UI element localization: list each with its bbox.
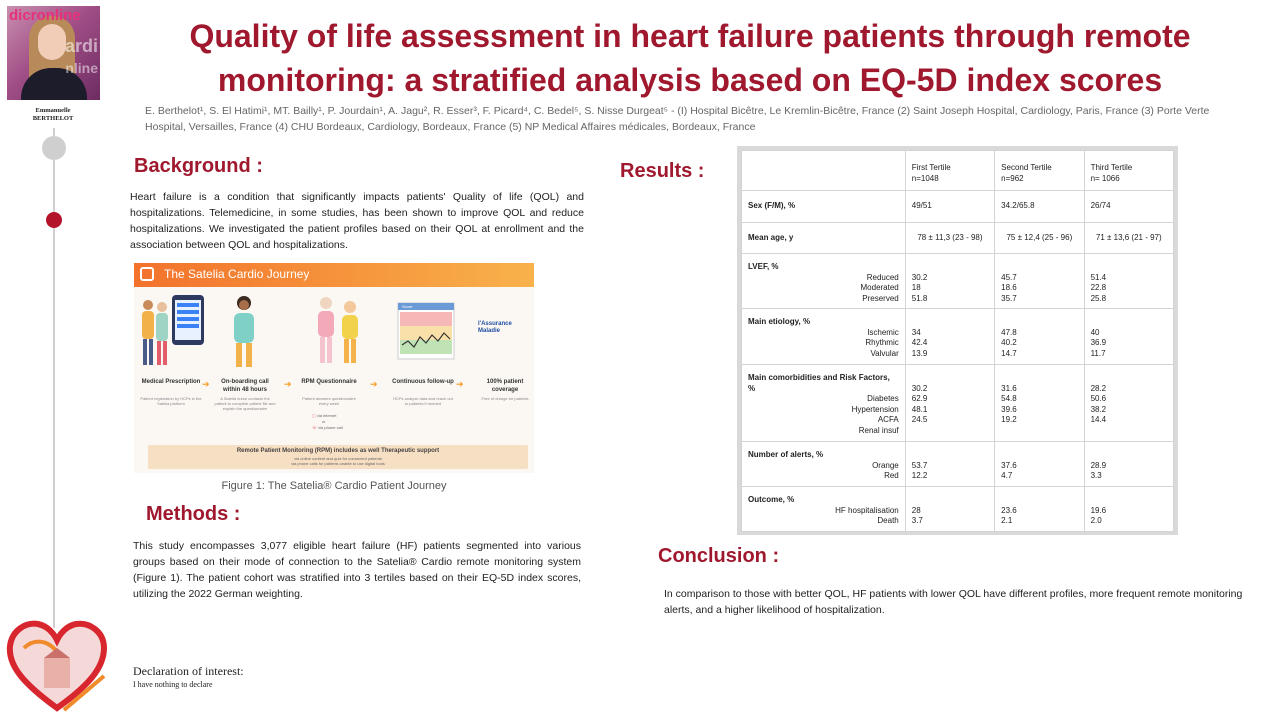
table-row bbox=[742, 223, 1174, 254]
background-text: Heart failure is a condition that significantly impacts patients' Quality of life (QOL) and hospitalizations. Telemedicine, in some studies, has been shown to improve QOL and reduce hospitalizations. We investigated the patient profiles based on their QOL at enrollment and the association between QOL and hospitalizations. bbox=[130, 191, 584, 251]
table-cell bbox=[1084, 442, 1173, 487]
table-header-row bbox=[742, 151, 1174, 191]
rpm-option-label: via internet bbox=[316, 413, 337, 418]
row-label: Sex (F/M), % bbox=[742, 191, 906, 223]
timeline-dot-start[interactable] bbox=[42, 136, 66, 160]
assurance-maladie-logo bbox=[478, 321, 534, 335]
row-label: LVEF, % bbox=[748, 262, 779, 271]
cell-value: 11.7 bbox=[1090, 348, 1106, 358]
row-label-cell bbox=[742, 487, 906, 532]
table-cell bbox=[995, 309, 1084, 365]
column-name: First Tertile bbox=[911, 163, 951, 172]
table-cell: 71 ± 13,6 (21 - 97) bbox=[1084, 223, 1173, 254]
row-label-cell bbox=[742, 442, 906, 487]
cell-value: 51.8 bbox=[911, 293, 928, 303]
table-cell bbox=[1084, 365, 1173, 442]
cell-value: 3.3 bbox=[1090, 471, 1102, 480]
figure-header bbox=[134, 263, 534, 287]
row-label-cell bbox=[742, 254, 906, 309]
cell-value: 30.2 bbox=[911, 383, 928, 393]
step-title: Medical Prescription bbox=[141, 379, 201, 385]
table-cell: 34.2/65.8 bbox=[995, 191, 1084, 223]
cell-value: 36.9 bbox=[1090, 338, 1107, 347]
table-row bbox=[742, 365, 1174, 442]
step-title: On-boarding call within 48 hours bbox=[221, 379, 269, 393]
cell-value: 35.7 bbox=[1001, 293, 1017, 303]
cell-value: 40.2 bbox=[1001, 338, 1017, 347]
row-label: Outcome, % bbox=[748, 495, 795, 504]
phone-icon: ☏ bbox=[312, 425, 319, 430]
cell-value: 47.8 bbox=[1001, 327, 1017, 337]
table-cell bbox=[995, 487, 1084, 532]
monitoring-chart-illustration bbox=[396, 301, 456, 361]
cell-value: 42.4 bbox=[911, 338, 928, 347]
cell-value: 45.7 bbox=[1001, 272, 1017, 282]
figure-header-title: The Satelia Cardio Journey bbox=[164, 267, 310, 281]
nurse-illustration bbox=[224, 293, 264, 373]
table-cell bbox=[905, 487, 994, 532]
table-cell: 75 ± 12,4 (25 - 96) bbox=[995, 223, 1084, 254]
cell-value: 4.7 bbox=[1001, 471, 1013, 480]
broadcast-overlay-1: ardi bbox=[64, 36, 98, 56]
row-sublabel: Rhythmic bbox=[865, 338, 899, 347]
chart-score-label: Score bbox=[402, 304, 413, 309]
cell-value: 3.7 bbox=[911, 516, 923, 525]
cell-value: 48.1 bbox=[911, 404, 928, 414]
cell-value: 38.2 bbox=[1090, 404, 1107, 414]
table-cell: 26/74 bbox=[1084, 191, 1173, 223]
table-cell bbox=[1084, 309, 1173, 365]
row-sublabel: Orange bbox=[872, 460, 899, 470]
row-label: Number of alerts, % bbox=[748, 450, 824, 459]
step-title: 100% patient coverage bbox=[486, 379, 524, 393]
column-header bbox=[905, 151, 994, 191]
step-title: Continuous follow-up bbox=[392, 379, 454, 385]
banner-item: via phone calls for patients unable to use digital tools bbox=[291, 461, 385, 466]
row-sublabel: HF hospitalisation bbox=[835, 505, 899, 515]
declaration-heading: Declaration of interest: bbox=[133, 664, 244, 678]
step-description: A Satelia nurse contacts the patient to complete patient file and explain the questionnaire bbox=[214, 396, 276, 411]
row-sublabel: ACFA bbox=[877, 415, 899, 424]
heart-logo bbox=[4, 618, 110, 714]
rpm-option-separator: or bbox=[322, 419, 326, 424]
cell-value: 30.2 bbox=[911, 272, 928, 282]
methods-text: This study encompasses 3,077 eligible heart failure (HF) patients segmented into various groups based on their mode of connection to the Satelia® Cardio remote monitoring system (Figure 1). The patient cohort was stratified into 3 tertiles based on their EQ-5D index scores, utilizing the 2022 German weighting. bbox=[133, 540, 581, 600]
cell-value: 37.6 bbox=[1001, 460, 1017, 470]
cell-value: 39.6 bbox=[1001, 404, 1017, 414]
figure-caption: Figure 1: The Satelia® Cardio Patient Journey bbox=[221, 480, 447, 492]
results-table-frame bbox=[737, 146, 1178, 535]
cell-value: 14.7 bbox=[1001, 348, 1017, 358]
cell-value: 31.6 bbox=[1001, 383, 1017, 393]
cell-value: 18.6 bbox=[1001, 283, 1017, 292]
row-sublabel: Valvular bbox=[870, 348, 899, 358]
row-label-cell bbox=[742, 309, 906, 365]
row-label: Mean age, y bbox=[742, 223, 906, 254]
table-row bbox=[742, 309, 1174, 365]
banner-item: via online content and quiz for connected patients bbox=[294, 456, 382, 461]
column-n: n=962 bbox=[1001, 173, 1024, 183]
row-sublabel: Hypertension bbox=[851, 404, 899, 414]
row-sublabel: Death bbox=[877, 516, 899, 525]
column-header bbox=[995, 151, 1084, 191]
step-description: HCPs analyze data and reach out to patients if needed bbox=[393, 396, 453, 406]
table-cell bbox=[905, 309, 994, 365]
cell-value: 22.8 bbox=[1090, 283, 1107, 292]
cell-value: 24.5 bbox=[911, 415, 928, 424]
table-cell bbox=[1084, 487, 1173, 532]
table-cell bbox=[995, 442, 1084, 487]
step-title: RPM Questionnaire bbox=[301, 379, 357, 385]
payer-name-line-1: l'Assurance bbox=[478, 321, 512, 327]
cell-value: 28.9 bbox=[1090, 460, 1107, 470]
table-row bbox=[742, 442, 1174, 487]
poster-title-line-2: monitoring: a stratified analysis based on EQ-5D index scores bbox=[217, 62, 1163, 98]
table-header-empty bbox=[742, 151, 906, 191]
row-sublabel: Ischemic bbox=[867, 327, 899, 337]
row-sublabel: Red bbox=[884, 471, 899, 480]
cell-value: 23.6 bbox=[1001, 505, 1017, 515]
poster-title bbox=[150, 14, 1230, 102]
table-row bbox=[742, 487, 1174, 532]
cell-value: 2.1 bbox=[1001, 516, 1013, 525]
patient-journey-figure bbox=[134, 263, 534, 473]
table-cell bbox=[995, 365, 1084, 442]
cell-value: 2.0 bbox=[1090, 516, 1102, 525]
row-sublabel: Preserved bbox=[862, 293, 899, 303]
results-heading: Results : bbox=[620, 160, 705, 182]
cell-value: 53.7 bbox=[911, 460, 928, 470]
table-cell bbox=[905, 254, 994, 309]
row-label-cell bbox=[742, 365, 906, 442]
arrow-right-icon: ➔ bbox=[456, 379, 464, 389]
speaker-first-name: Emmanuelle bbox=[35, 107, 71, 114]
patients-illustration bbox=[310, 293, 370, 373]
table-cell bbox=[905, 442, 994, 487]
conclusion-text: In comparison to those with better QOL, HF patients with lower QOL have different profiles, more frequent remote monitoring alerts, and a higher likelihood of hospitalization. bbox=[664, 588, 1243, 616]
poster-title-line-1: Quality of life assessment in heart failure patients through remote bbox=[189, 18, 1191, 54]
row-sublabel: Moderated bbox=[860, 283, 899, 292]
cell-value: 18 bbox=[911, 283, 921, 292]
results-table bbox=[741, 150, 1174, 532]
cell-value: 54.8 bbox=[1001, 394, 1017, 403]
prescription-people-illustration bbox=[136, 293, 206, 373]
step-description: Free of charge for patients bbox=[481, 396, 529, 401]
cell-value: 28 bbox=[911, 505, 921, 515]
speaker-name bbox=[8, 107, 98, 123]
cell-value: 19.2 bbox=[1001, 415, 1017, 424]
methods-heading: Methods : bbox=[146, 503, 241, 525]
row-sublabel: Renal insuf bbox=[858, 425, 899, 435]
row-sublabel: Diabetes bbox=[867, 394, 899, 403]
arrow-right-icon: ➔ bbox=[370, 379, 378, 389]
row-label: Main etiology, % bbox=[748, 317, 811, 326]
table-row bbox=[742, 191, 1174, 223]
column-name: Third Tertile bbox=[1090, 163, 1133, 172]
column-n: n= 1066 bbox=[1090, 173, 1120, 183]
cell-value: 14.4 bbox=[1090, 415, 1107, 424]
rpm-support-banner bbox=[148, 445, 528, 469]
conclusion-heading: Conclusion : bbox=[658, 545, 780, 567]
broadcast-logo: dicronline bbox=[9, 7, 81, 24]
speaker-video bbox=[7, 6, 100, 100]
payer-name-line-2: Maladie bbox=[478, 328, 501, 334]
progress-timeline bbox=[53, 128, 55, 628]
table-cell: 78 ± 11,3 (23 - 98) bbox=[905, 223, 994, 254]
table-cell bbox=[1084, 254, 1173, 309]
step-description: Patient answers questionnaire every week bbox=[302, 396, 356, 406]
column-name: Second Tertile bbox=[1001, 163, 1052, 172]
step-description: Patient registration by HCPs in the Satelia platform bbox=[140, 396, 202, 406]
rpm-option-label: via phone call bbox=[318, 425, 343, 430]
table-cell bbox=[905, 365, 994, 442]
cell-value: 62.9 bbox=[911, 394, 928, 403]
column-n: n=1048 bbox=[911, 173, 939, 183]
cell-value: 51.4 bbox=[1090, 272, 1107, 282]
cell-value: 12.2 bbox=[911, 471, 928, 480]
rpm-option bbox=[312, 425, 343, 431]
cell-value: 40 bbox=[1090, 327, 1100, 337]
table-row bbox=[742, 254, 1174, 309]
authors-affiliations: E. Berthelot¹, S. El Hatimi¹, MT. Bailly¹, P. Jourdain¹, A. Jagu², R. Esser³, F. Picard⁴, C. Bedel⁵, S. Nisse Durgeat⁵ - (I) Hospital Bicêtre, Le Kremlin-Bicêtre, France (2) Saint Joseph Hospital, Cardiology, Paris, France (3) Porte Verte Hospital, Versailles, France (4) CHU Bordeaux, Cardiology, Bordeaux, France (5) NP Medical Affaires médicales, Bordeaux, France bbox=[145, 105, 1210, 133]
satelia-logo-icon bbox=[140, 267, 154, 281]
row-sublabel: Reduced bbox=[866, 272, 899, 282]
banner-title: Remote Patient Monitoring (RPM) includes as well Therapeutic support bbox=[236, 448, 440, 454]
cell-value: 13.9 bbox=[911, 348, 928, 358]
cell-value: 28.2 bbox=[1090, 383, 1107, 393]
speaker-face bbox=[38, 24, 66, 60]
cell-value: 50.6 bbox=[1090, 394, 1107, 403]
arrow-right-icon: ➔ bbox=[202, 379, 210, 389]
cell-value: 19.6 bbox=[1090, 505, 1107, 515]
broadcast-overlay-2: nline bbox=[65, 60, 98, 76]
row-label: Main comorbidities and Risk Factors, % bbox=[748, 373, 890, 393]
internet-icon: ▢ bbox=[312, 413, 317, 418]
declaration-text: I have nothing to declare bbox=[133, 680, 213, 689]
arrow-right-icon: ➔ bbox=[284, 379, 292, 389]
banner-list bbox=[148, 456, 528, 466]
speaker-last-name: BERTHELOT bbox=[32, 115, 74, 122]
background-heading: Background : bbox=[134, 155, 263, 177]
cell-value: 34 bbox=[911, 327, 921, 337]
table-cell bbox=[995, 254, 1084, 309]
rpm-connection-options bbox=[312, 413, 343, 431]
column-header bbox=[1084, 151, 1173, 191]
cell-value: 25.8 bbox=[1090, 293, 1107, 303]
table-cell: 49/51 bbox=[905, 191, 994, 223]
timeline-dot-current[interactable] bbox=[46, 212, 62, 228]
